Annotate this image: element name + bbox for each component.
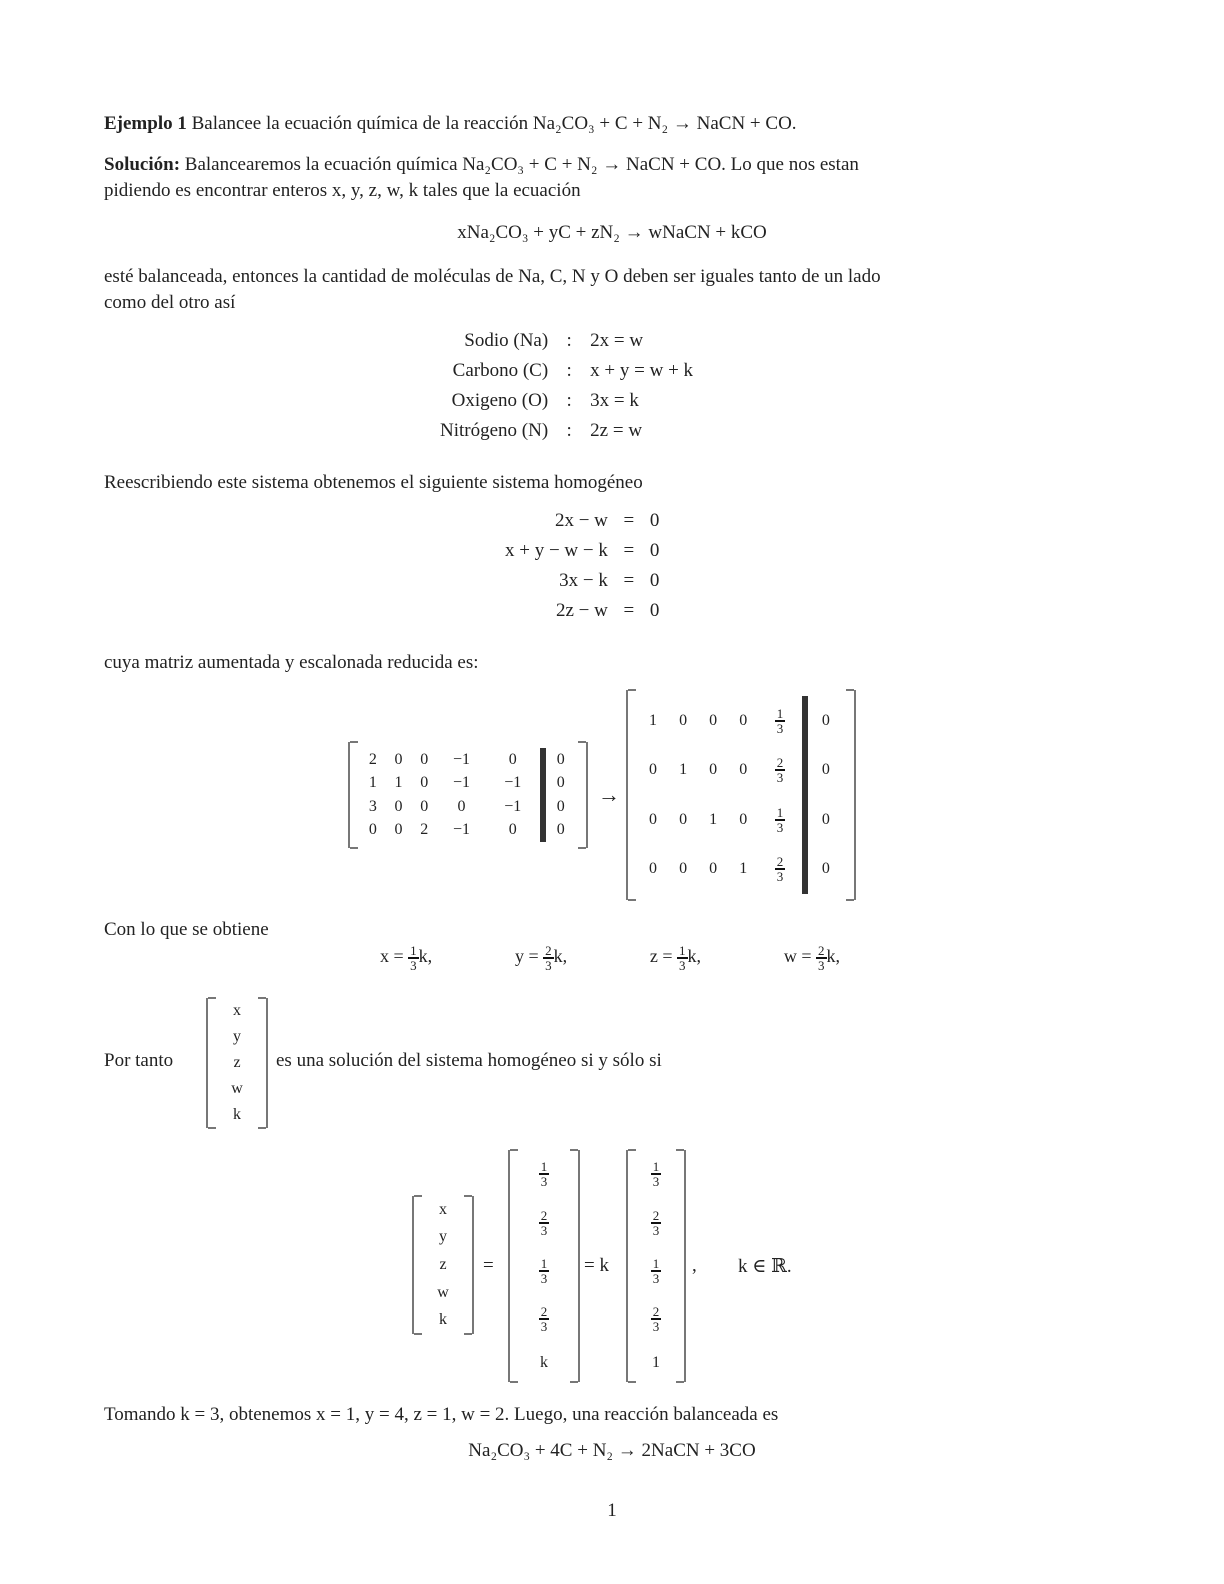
page-number: 1 bbox=[607, 1500, 617, 1521]
matrix-cell: 0 bbox=[508, 821, 517, 839]
equation-rhs: 0 bbox=[649, 510, 660, 531]
vector-entry: k bbox=[233, 1106, 241, 1123]
matrix-row bbox=[638, 746, 844, 796]
matrix-cell bbox=[758, 746, 805, 796]
equation-sign: : bbox=[566, 420, 572, 441]
matrix-cell: 0 bbox=[679, 810, 688, 828]
numerator: 1 bbox=[776, 705, 784, 721]
matrix-cell: 0 bbox=[805, 795, 844, 845]
fraction bbox=[775, 707, 786, 735]
numerator: 2 bbox=[776, 755, 784, 771]
numerator: 1 bbox=[652, 1159, 660, 1175]
hence-post: es una solución del sistema homogéneo si y sólo si bbox=[276, 1050, 662, 1071]
numerator: 1 bbox=[410, 943, 417, 958]
matrix-cell: 0 bbox=[543, 795, 576, 819]
matrix-cell: 1 bbox=[709, 810, 718, 828]
denominator: 3 bbox=[540, 1174, 548, 1190]
fraction bbox=[539, 1160, 550, 1188]
matrix-cell: 0 bbox=[709, 711, 718, 729]
solution-heading: Solución: bbox=[104, 154, 181, 175]
matrix-cell: 0 bbox=[457, 797, 466, 815]
matrix-cell: 0 bbox=[543, 748, 576, 772]
fraction bbox=[651, 1305, 662, 1333]
vector-entry bbox=[651, 1257, 662, 1285]
solution-line-3: esté balanceada, entonces la cantidad de moléculas de Na, C, N y O deben ser iguales tanto de un lado bbox=[104, 266, 881, 287]
equation-sign: = bbox=[623, 540, 635, 561]
solution-line-1 bbox=[104, 152, 1114, 178]
matrix-cell: −1 bbox=[452, 750, 471, 768]
numerator: 1 bbox=[776, 804, 784, 820]
matrix-cell: 0 bbox=[543, 819, 576, 843]
fraction bbox=[539, 1305, 550, 1333]
numerator: 2 bbox=[540, 1207, 548, 1223]
fraction bbox=[816, 944, 827, 972]
numerator: 1 bbox=[540, 1255, 548, 1271]
vector-entry: x bbox=[233, 1002, 241, 1019]
example-line bbox=[104, 111, 1114, 137]
equation-sign: : bbox=[566, 390, 572, 411]
denominator: 3 bbox=[776, 869, 784, 885]
equation-sign: : bbox=[566, 330, 572, 351]
vector-entry bbox=[539, 1209, 550, 1237]
solution-item: x = $\frac{1}{3}$ k, bbox=[380, 943, 433, 973]
vector-entry: y bbox=[233, 1028, 241, 1045]
solution-values bbox=[380, 944, 840, 972]
equation-lhs: 2z − w bbox=[556, 600, 608, 621]
vector-entry: k bbox=[439, 1311, 447, 1329]
numerator: 2 bbox=[545, 943, 552, 958]
matrix-cell: 0 bbox=[805, 746, 844, 796]
conclusion: Tomando k = 3, obtenemos x = 1, y = 4, z = 1, w = 2. Luego, una reacción balanceada es bbox=[104, 1404, 779, 1425]
vector-entry: k bbox=[540, 1353, 548, 1371]
equals-sign: = bbox=[483, 1255, 494, 1276]
matrix-cell: 0 bbox=[649, 860, 658, 878]
vector-entry bbox=[539, 1160, 550, 1188]
matrix-row bbox=[360, 795, 576, 819]
matrix-cell: 0 bbox=[394, 797, 403, 815]
example-statement: Balancee la ecuación química de la reacción Na₂CO₃ + C + N₂ → NaCN + CO. bbox=[191, 113, 797, 134]
equation-rhs: 2x = w bbox=[590, 330, 644, 351]
equation-rhs: 0 bbox=[649, 570, 660, 591]
hence-pre: Por tanto bbox=[104, 1050, 174, 1071]
equation-lhs: 2x − w bbox=[554, 510, 608, 531]
matrix-cell: 3 bbox=[368, 797, 377, 815]
numerator: 1 bbox=[652, 1255, 660, 1271]
matrix-cell bbox=[758, 696, 805, 746]
equation-lhs: Sodio (Na) bbox=[464, 330, 549, 351]
unknown-vector-2 bbox=[412, 1196, 474, 1334]
vector-entry: x bbox=[439, 1200, 447, 1218]
vector-entry: z bbox=[439, 1255, 447, 1273]
equation-rhs: 3x = k bbox=[590, 390, 639, 411]
fraction bbox=[543, 944, 554, 972]
matrix-cell: 0 bbox=[543, 772, 576, 796]
denominator: 3 bbox=[652, 1222, 660, 1238]
matrix-cell: 0 bbox=[420, 750, 429, 768]
denominator: 3 bbox=[652, 1319, 660, 1335]
equation-sign: : bbox=[566, 360, 572, 381]
numerator: 1 bbox=[540, 1159, 548, 1175]
matrix-cell: 0 bbox=[368, 821, 377, 839]
vector-entry: w bbox=[231, 1080, 243, 1097]
matrix-cell: 0 bbox=[679, 711, 688, 729]
matrix-cell bbox=[758, 845, 805, 895]
fraction bbox=[775, 855, 786, 883]
numerator: 2 bbox=[776, 854, 784, 870]
vector-entry bbox=[539, 1257, 550, 1285]
numerator: 2 bbox=[652, 1304, 660, 1320]
fraction bbox=[677, 944, 688, 972]
vector-entry: 1 bbox=[652, 1353, 660, 1371]
matrix-cell: 0 bbox=[679, 860, 688, 878]
equation-lhs: Oxigeno (O) bbox=[451, 390, 549, 411]
equation-rhs: x + y = w + k bbox=[590, 360, 694, 381]
fraction bbox=[539, 1209, 550, 1237]
vector-entry bbox=[651, 1160, 662, 1188]
numerator: 2 bbox=[540, 1304, 548, 1320]
equation-rhs: 0 bbox=[649, 540, 660, 561]
equals-k: = k bbox=[584, 1255, 609, 1276]
equation-lhs: Nitrógeno (N) bbox=[440, 420, 549, 441]
equation-sign: = bbox=[623, 570, 635, 591]
solution-item: y = $\frac{2}{3}$ k, bbox=[514, 943, 568, 973]
matrix-row bbox=[360, 819, 576, 843]
vector-entry bbox=[651, 1305, 662, 1333]
matrix-row bbox=[360, 772, 576, 796]
equation-lhs: 3x − k bbox=[559, 570, 608, 591]
augmented-matrix bbox=[348, 742, 588, 848]
numerator: 2 bbox=[818, 943, 825, 958]
reduced-matrix bbox=[626, 690, 856, 900]
fraction bbox=[539, 1257, 550, 1285]
matrix-cell: 0 bbox=[739, 761, 748, 779]
denominator: 3 bbox=[776, 819, 784, 835]
matrix-cell: 2 bbox=[368, 750, 377, 768]
matrix-cell: 1 bbox=[649, 711, 658, 729]
unknown-vector bbox=[206, 998, 268, 1128]
denominator: 3 bbox=[652, 1174, 660, 1190]
matrix-cell: −1 bbox=[452, 821, 471, 839]
k-domain: k ∈ ℝ. bbox=[738, 1256, 792, 1277]
matrix-cell: 0 bbox=[420, 774, 429, 792]
homogeneous-system bbox=[505, 510, 659, 622]
then-text: Con lo que se obtiene bbox=[104, 919, 269, 940]
matrix-cell: 0 bbox=[649, 810, 658, 828]
matrix-cell: 0 bbox=[709, 761, 718, 779]
matrix-cell: −1 bbox=[452, 774, 471, 792]
element-equations bbox=[440, 330, 693, 442]
fraction bbox=[408, 944, 419, 972]
fraction bbox=[651, 1160, 662, 1188]
matrix-cell: 0 bbox=[739, 711, 748, 729]
solution-line-4: como del otro así bbox=[104, 292, 236, 313]
matrix-row bbox=[638, 845, 844, 895]
matrix-row bbox=[638, 696, 844, 746]
arrow: → bbox=[598, 782, 620, 807]
matrix-cell: 0 bbox=[508, 750, 517, 768]
matrix-cell: 1 bbox=[739, 860, 748, 878]
vector-entry: z bbox=[233, 1054, 241, 1071]
vector-entry bbox=[651, 1209, 662, 1237]
matrix-cell bbox=[758, 795, 805, 845]
numerator: 1 bbox=[679, 943, 686, 958]
solution-vector-k bbox=[508, 1150, 580, 1382]
denominator: 3 bbox=[540, 1222, 548, 1238]
solution-line-2: pidiendo es encontrar enteros x, y, z, w, k tales que la ecuación bbox=[104, 180, 581, 201]
fraction bbox=[775, 756, 786, 784]
matrix-cell: −1 bbox=[504, 774, 522, 792]
equation-rhs: 0 bbox=[649, 600, 660, 621]
solution-item: w = $\frac{2}{3}$ k, bbox=[783, 943, 840, 973]
matrix-cell: −1 bbox=[504, 797, 522, 815]
general-equation: xNa₂CO₃ + yC + zN₂ → wNaCN + kCO bbox=[457, 222, 767, 243]
equation-sign: = bbox=[623, 510, 635, 531]
solution-item: z = $\frac{1}{3}$ k, bbox=[649, 943, 702, 973]
matrix-cell: 0 bbox=[739, 810, 748, 828]
denominator: 3 bbox=[679, 958, 686, 973]
matrix-cell: 2 bbox=[420, 821, 429, 839]
matrix-cell: 0 bbox=[709, 860, 718, 878]
matrix-cell: 0 bbox=[420, 797, 429, 815]
denominator: 3 bbox=[818, 958, 825, 973]
matrix-cell: 0 bbox=[394, 750, 403, 768]
vector-entry bbox=[539, 1305, 550, 1333]
denominator: 3 bbox=[652, 1270, 660, 1286]
matrix-row bbox=[638, 795, 844, 845]
equation-rhs: 2z = w bbox=[590, 420, 643, 441]
equation-sign: = bbox=[623, 600, 635, 621]
solution-text-1: Balancearemos la ecuación química Na₂CO₃ + C + N₂ → NaCN + CO. Lo que nos estan bbox=[184, 154, 859, 175]
vector-entry: w bbox=[437, 1283, 449, 1301]
denominator: 3 bbox=[540, 1270, 548, 1286]
matrix-cell: 1 bbox=[394, 774, 403, 792]
solution-basis-vector bbox=[626, 1150, 686, 1382]
vector-entry: y bbox=[439, 1228, 447, 1246]
matrix-intro: cuya matriz aumentada y escalonada reducida es: bbox=[104, 652, 479, 673]
fraction bbox=[651, 1257, 662, 1285]
matrix-cell: 0 bbox=[805, 845, 844, 895]
matrix-cell: 1 bbox=[679, 761, 688, 779]
denominator: 3 bbox=[540, 1319, 548, 1335]
numerator: 2 bbox=[652, 1207, 660, 1223]
balanced-equation: Na₂CO₃ + 4C + N₂ → 2NaCN + 3CO bbox=[468, 1440, 756, 1461]
denominator: 3 bbox=[545, 958, 552, 973]
comma: , bbox=[692, 1255, 697, 1276]
denominator: 3 bbox=[776, 720, 784, 736]
matrix-cell: 1 bbox=[368, 774, 377, 792]
fraction bbox=[775, 806, 786, 834]
matrix-cell: 0 bbox=[394, 821, 403, 839]
denominator: 3 bbox=[776, 770, 784, 786]
matrix-row bbox=[360, 748, 576, 772]
example-heading: Ejemplo 1 bbox=[104, 113, 187, 134]
equation-lhs: x + y − w − k bbox=[505, 540, 608, 561]
matrix-cell: 0 bbox=[649, 761, 658, 779]
matrix-cell: 0 bbox=[805, 696, 844, 746]
system-intro: Reescribiendo este sistema obtenemos el siguiente sistema homogéneo bbox=[104, 472, 643, 493]
denominator: 3 bbox=[410, 958, 417, 973]
fraction bbox=[651, 1209, 662, 1237]
equation-lhs: Carbono (C) bbox=[452, 360, 549, 381]
